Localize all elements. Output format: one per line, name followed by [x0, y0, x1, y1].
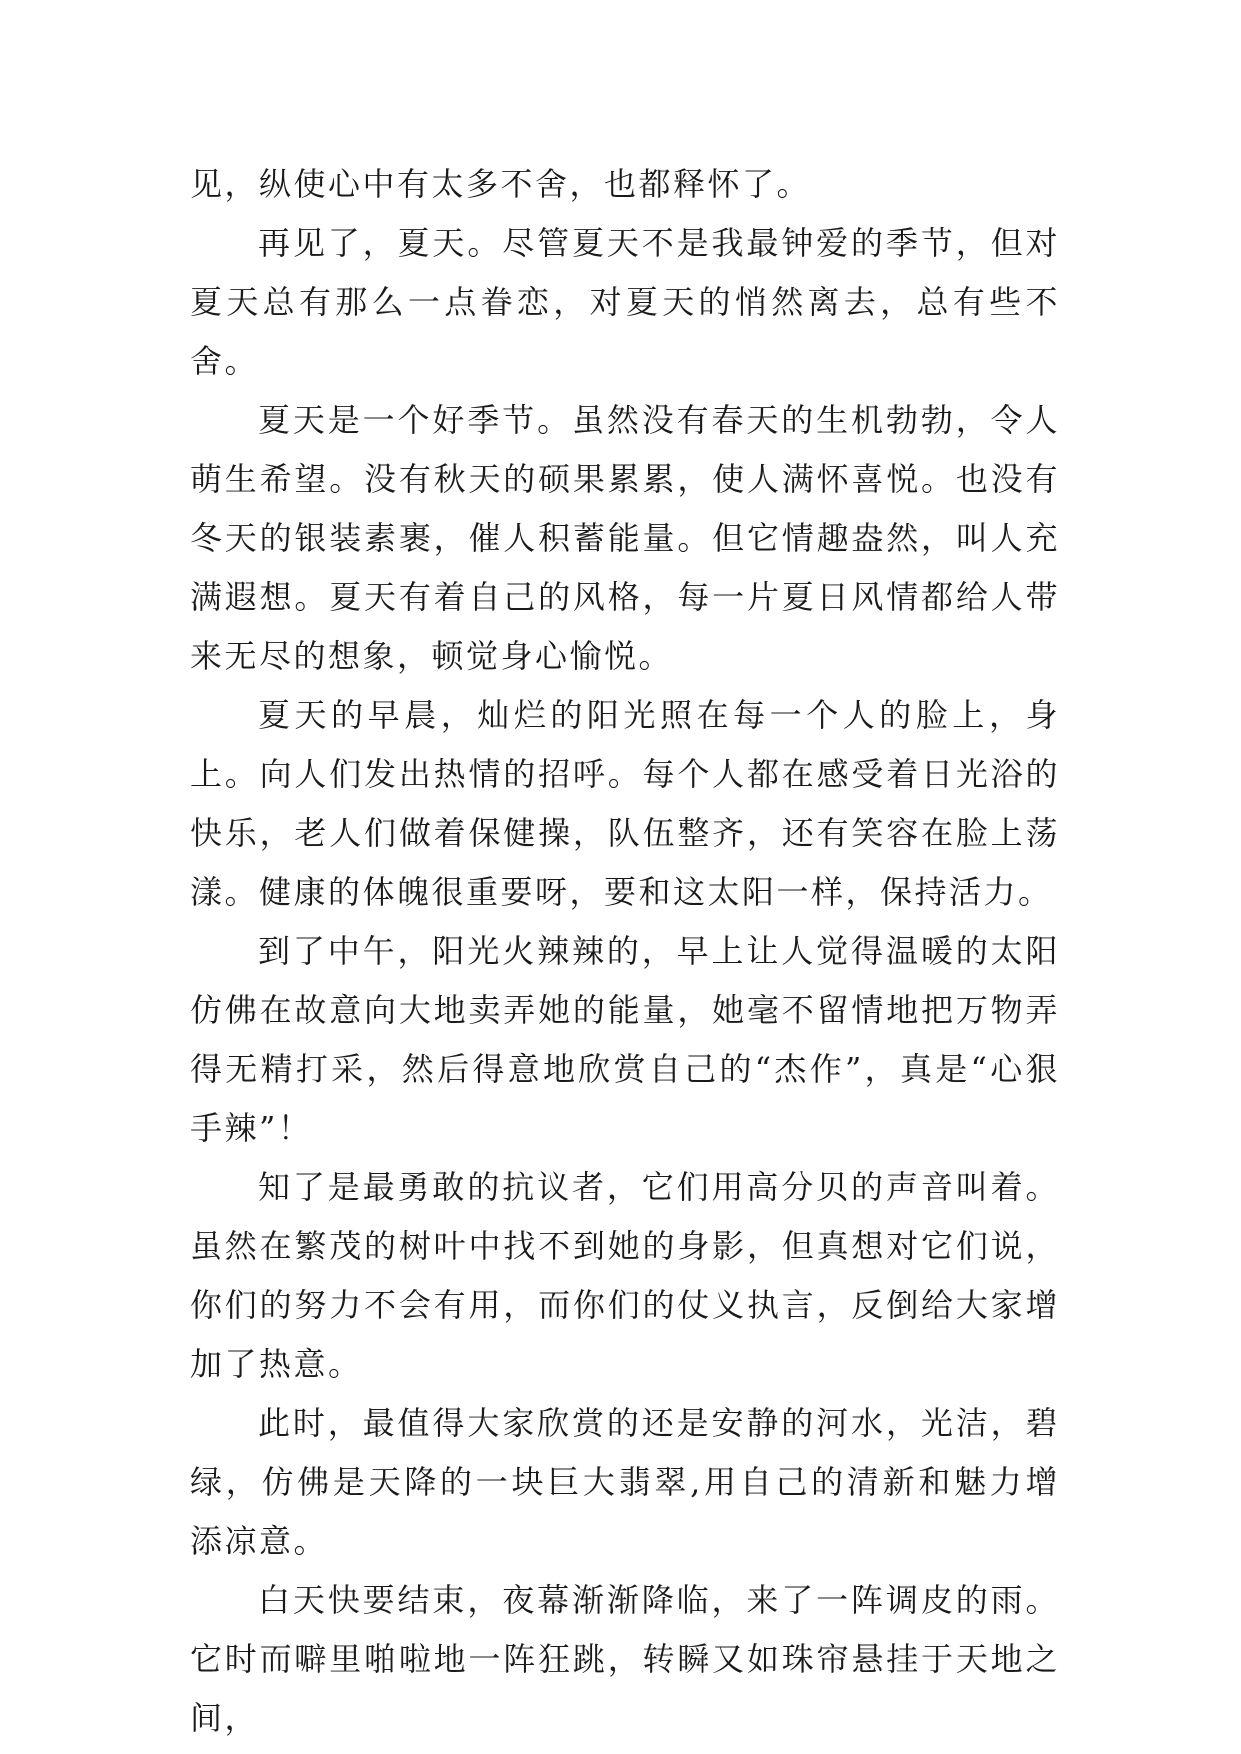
paragraph-3: 夏天是一个好季节。虽然没有春天的生机勃勃，令人萌生希望。没有秋天的硕果累累，使人满怀喜悦。也没有冬天的银装素裹，催人积蓄能量。但它情趣盎然，叫人充满遐想。夏天有着自己的风格，每一片夏日风情都给人带来无尽的想象，顿觉身心愉悦。 — [190, 401, 1060, 675]
paragraph-6: 知了是最勇敢的抗议者，它们用高分贝的声音叫着。虽然在繁茂的树叶中找不到她的身影，但真想对它们说，你们的努力不会有用，而你们的仗义执言，反倒给大家增加了热意。 — [190, 1168, 1060, 1383]
paragraph-2: 再见了，夏天。尽管夏天不是我最钟爱的季节，但对夏天总有那么一点眷恋，对夏天的悄然离去，总有些不舍。 — [190, 224, 1060, 380]
paragraph-8: 白天快要结束，夜幕渐渐降临，来了一阵调皮的雨。它时而噼里啪啦地一阵狂跳，转瞬又如珠帘悬挂于天地之间， — [190, 1581, 1060, 1737]
paragraph-1: 见，纵使心中有太多不舍，也都释怀了。 — [190, 165, 812, 203]
document-body — [190, 155, 1060, 1748]
paragraph-4: 夏天的早晨，灿烂的阳光照在每一个人的脸上，身上。向人们发出热情的招呼。每个人都在感受着日光浴的快乐，老人们做着保健操，队伍整齐，还有笑容在脸上荡漾。健康的体魄很重要呀，要和这太阳一样，保持活力。 — [190, 696, 1060, 911]
paragraph-7: 此时，最值得大家欣赏的还是安静的河水，光洁，碧绿，仿佛是天降的一块巨大翡翠,用自己的清新和魅力增添凉意。 — [190, 1404, 1060, 1560]
paragraph-5: 到了中午，阳光火辣辣的，早上让人觉得温暖的太阳仿佛在故意向大地卖弄她的能量，她毫不留情地把万物弄得无精打采，然后得意地欣赏自己的“杰作”，真是“心狠手辣”！ — [190, 932, 1060, 1147]
